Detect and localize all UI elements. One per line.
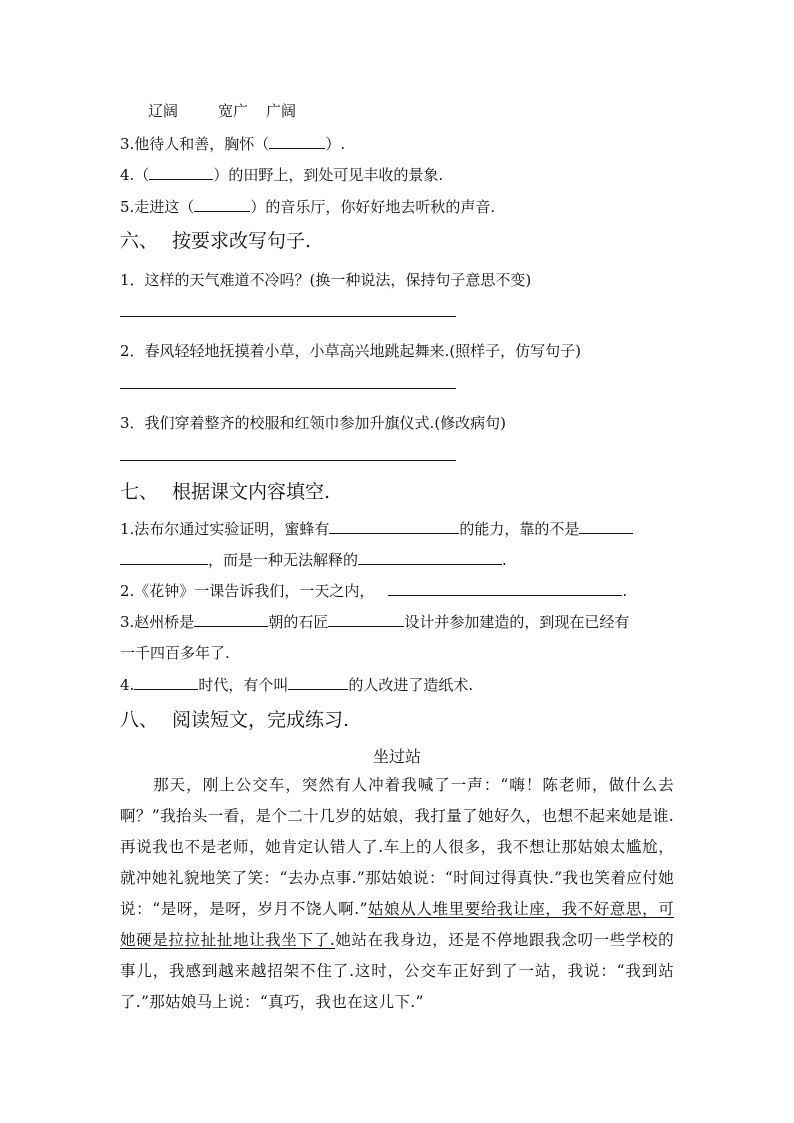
answer-blank[interactable] [388, 580, 622, 596]
rewrite-item-1: 1．这样的天气难道不冷吗？(换一种说法，保持句子意思不变) [120, 271, 532, 289]
section-8-heading: 八、 阅读短文，完成练习. [120, 709, 350, 731]
recall-item-2: 2.《花钟》一课告诉我们，一天之内， . [120, 582, 628, 600]
answer-blank[interactable] [149, 164, 213, 180]
recall-item-1: 1.法布尔通过实验证明，蜜蜂有 的能力，靠的不是 [120, 518, 633, 539]
answer-blank[interactable] [329, 518, 459, 534]
underlined-sentence: 姑娘从人堆里要给我让座，我不好意思，可她硬是拉拉扯扯地让我坐下了. [120, 900, 674, 949]
fill-item-4: 4.（ ）的田野上，到处可见丰收的景象. [120, 166, 444, 184]
fill-item-3: 3.他待人和善，胸怀（ ）. [120, 135, 346, 153]
rewrite-item-3: 3．我们穿着整齐的校服和红领巾参加升旗仪式.(修改病句) [120, 414, 507, 432]
recall-item-4: 4. 时代，有个叫 的人改进了造纸术. [120, 676, 474, 694]
answer-blank[interactable] [579, 518, 633, 534]
rewrite-item-2: 2．春风轻轻地抚摸着小草，小草高兴地跳起舞来.(照样子，仿写句子) [120, 342, 582, 360]
word-bank [148, 101, 296, 121]
recall-item-1-cont: ，而是一种无法解释的 . [120, 549, 507, 570]
answer-blank[interactable] [288, 674, 348, 690]
section-6-heading: 六、 按要求改写句子. [120, 230, 312, 252]
fill-item-5: 5.走进这（ ）的音乐厅，你好好地去听秋的声音. [120, 198, 496, 216]
recall-item-3-cont: 一千四百多年了. [120, 644, 230, 662]
answer-line[interactable] [120, 388, 456, 389]
answer-blank[interactable] [328, 611, 404, 627]
word-2: 宽广 [218, 102, 249, 120]
passage-body: 那天，刚上公交车，突然有人冲着我喊了一声：“嗨！陈老师，做什么去啊？”我抬头一看，是个二十几岁的姑娘，我打量了她好久，也想不起来她是谁.再说我也不是老师，她肯定认错人了.车上的人很多，我不想让那姑娘太尴尬，就冲她礼貌地笑了笑：“去办点事.”那姑娘说：“时间过得真快.”我也笑着应付她说：“是呀，是呀，岁月不饶人啊.”姑娘从人堆里要给我让座，我不好意思，可她硬是拉拉扯扯地让我坐下了.她站在我身边，还是不停地跟我念叨一些学校的事儿，我感到越来越招架不住了.这时，公交车正好到了一站，我说：“我到站了.”那姑娘马上说：“真巧，我也在这儿下.” [120, 776, 674, 1011]
passage-title: 坐过站 [372, 747, 421, 766]
answer-blank[interactable] [269, 133, 325, 149]
section-7-heading: 七、 根据课文内容填空. [120, 481, 331, 503]
answer-blank[interactable] [120, 549, 208, 565]
answer-blank[interactable] [194, 611, 268, 627]
answer-line[interactable] [120, 460, 456, 461]
answer-blank[interactable] [194, 196, 250, 212]
answer-blank[interactable] [134, 674, 198, 690]
answer-line[interactable] [120, 316, 456, 317]
word-1: 辽阔 [148, 102, 179, 120]
word-3: 广阔 [266, 102, 297, 120]
recall-item-3: 3.赵州桥是 朝的石匠 设计并参加建造的，到现在已经有 [120, 613, 630, 631]
answer-blank[interactable] [358, 549, 502, 565]
